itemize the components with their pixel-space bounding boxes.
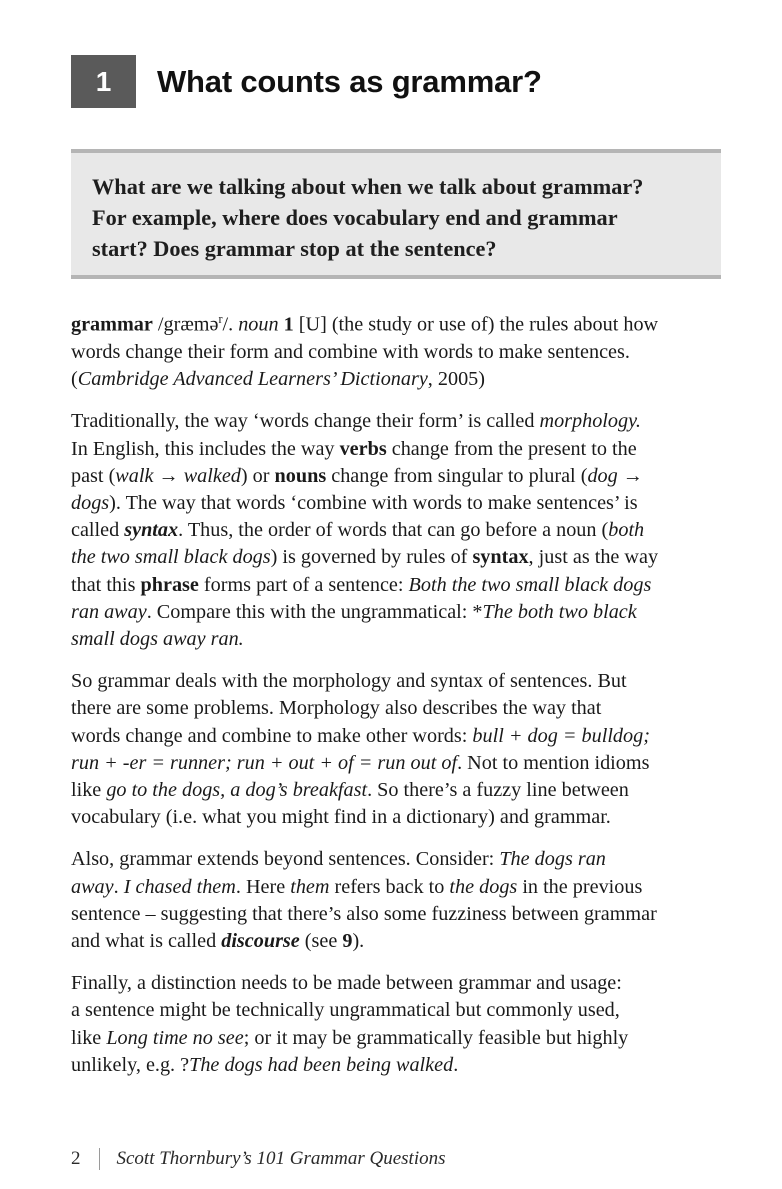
text-run: syntax — [472, 546, 529, 569]
text-run: Cambridge Advanced Learners’ Dictionary — [77, 368, 428, 391]
text-run: grammar — [71, 313, 153, 336]
text-run: ran away — [71, 600, 147, 623]
paragraph-4 — [71, 846, 726, 955]
text-run: /græmə — [152, 313, 219, 336]
text-line — [71, 490, 726, 517]
text-run: 9 — [342, 930, 353, 952]
text-run: both — [608, 519, 645, 542]
text-run: sentence – suggesting that there’s also some fuzziness between grammar — [71, 902, 657, 925]
text-line — [71, 408, 726, 435]
text-run: like — [71, 778, 107, 801]
text-run: (see — [299, 930, 343, 952]
text-run: walk — [115, 464, 154, 487]
text-line — [71, 544, 726, 571]
text-run: phrase — [140, 573, 199, 596]
text-run: words change and combine to make other words: — [71, 724, 473, 747]
text-line — [71, 695, 726, 722]
text-run: the dogs — [449, 875, 518, 898]
question-line: What are we talking about when we talk about grammar? — [92, 174, 644, 199]
text-run: Finally, a distinction needs to be made between grammar and usage: — [71, 972, 622, 995]
text-run: change from the present to the — [386, 437, 637, 460]
text-run: → — [153, 464, 184, 487]
text-run: and what is called — [71, 930, 222, 952]
text-line — [71, 901, 726, 928]
question-line: For example, where does vocabulary end and grammar — [92, 205, 618, 230]
text-run: discourse — [221, 930, 300, 952]
text-run: , 2005) — [427, 368, 485, 391]
text-run: ( — [71, 368, 78, 391]
text-run: bull + dog = bulldog; — [472, 724, 650, 747]
text-run: in the previous — [517, 875, 643, 898]
body-text — [71, 306, 726, 1094]
text-run: The both two black — [482, 600, 637, 623]
text-run: I chased them — [123, 875, 236, 898]
text-run: Also, grammar extends beyond sentences. Consider: — [71, 848, 500, 871]
text-line — [71, 339, 726, 366]
text-run: away — [71, 875, 114, 898]
text-run: run + -er = runner; run + out + of = run out of — [71, 751, 458, 774]
text-run: dogs — [71, 491, 110, 514]
footer-divider — [99, 1148, 100, 1170]
text-run: past ( — [71, 464, 116, 487]
text-run: ) or — [240, 464, 275, 487]
text-run: The dogs ran — [499, 848, 606, 871]
text-run: Long time no see — [106, 1026, 244, 1049]
text-run: go to the dogs, a dog’s breakfast — [106, 778, 368, 801]
text-run: unlikely, e.g. ? — [71, 1053, 190, 1076]
text-run: , just as the way — [528, 546, 659, 569]
text-run: /. — [222, 313, 239, 336]
text-line — [71, 599, 726, 626]
text-line — [71, 463, 726, 490]
text-line — [71, 668, 726, 695]
text-line — [71, 517, 726, 544]
text-line — [71, 572, 726, 599]
paragraph-2 — [71, 408, 726, 653]
page-number: 2 — [71, 1148, 81, 1169]
text-run: . Here — [235, 875, 291, 898]
text-run: walked — [183, 464, 241, 487]
text-run: noun — [238, 313, 279, 336]
text-line — [71, 626, 726, 653]
text-line — [71, 997, 726, 1024]
text-run: → — [617, 464, 643, 487]
text-run: Both the two small black dogs — [408, 573, 652, 596]
text-run: ). — [352, 930, 365, 952]
text-line — [71, 846, 726, 873]
text-run: ; or it may be grammatically feasible but highly — [243, 1026, 629, 1049]
text-run: vocabulary (i.e. what you might find in a dictionary) and grammar. — [71, 806, 611, 829]
text-run: nouns — [274, 464, 327, 487]
text-run: ) is governed by rules of — [270, 546, 473, 569]
text-run: ). The way that words ‘combine with words to make sentences’ is — [109, 491, 638, 514]
text-line — [71, 928, 726, 955]
text-line — [71, 1025, 726, 1052]
text-line — [71, 366, 726, 393]
text-line — [71, 750, 726, 777]
text-line — [71, 970, 726, 997]
text-line — [71, 874, 726, 901]
paragraph-5 — [71, 970, 726, 1079]
text-run: like — [71, 1026, 107, 1049]
paragraph-1 — [71, 306, 726, 393]
question-box — [71, 149, 721, 279]
text-run: . — [113, 875, 124, 898]
text-run: there are some problems. Morphology also describes the way that — [71, 697, 602, 720]
text-run: them — [290, 875, 330, 898]
text-run: refers back to — [329, 875, 450, 898]
page-footer — [71, 1148, 446, 1170]
text-run: . Thus, the order of words that can go before a noun ( — [178, 519, 609, 542]
chapter-number-badge: 1 — [71, 55, 136, 108]
text-run: . — [453, 1053, 459, 1076]
text-run: [U] (the study or use of) the rules about how — [293, 313, 659, 336]
text-run: that this — [71, 573, 141, 596]
text-line — [71, 804, 726, 831]
text-run: syntax — [124, 519, 179, 542]
text-run: change from singular to plural ( — [326, 464, 588, 487]
text-run: forms part of a sentence: — [198, 573, 409, 596]
paragraph-3 — [71, 668, 726, 831]
text-run: the two small black dogs — [71, 546, 271, 569]
text-run: called — [71, 519, 125, 542]
text-run: morphology. — [539, 410, 641, 433]
text-line — [71, 1052, 726, 1079]
text-run: dog — [587, 464, 618, 487]
question-line: start? Does grammar stop at the sentence? — [92, 236, 497, 261]
text-run: verbs — [339, 437, 387, 460]
text-run: . Compare this with the ungrammatical: * — [146, 600, 483, 623]
text-run: In English, this includes the way — [71, 437, 340, 460]
text-line — [71, 777, 726, 804]
chapter-header — [71, 55, 542, 108]
book-title: Scott Thornbury’s 101 Grammar Questions — [116, 1148, 446, 1169]
text-run: 1 — [283, 313, 294, 336]
chapter-title: What counts as grammar? — [157, 63, 542, 99]
text-run: small dogs away ran. — [71, 627, 244, 650]
text-run: r — [218, 312, 223, 326]
question-text — [92, 171, 707, 264]
text-line — [71, 306, 726, 339]
text-run: The dogs had been being walked — [189, 1053, 454, 1076]
text-run: a sentence might be technically ungrammatical but commonly used, — [71, 999, 620, 1022]
text-run: . Not to mention idioms — [457, 751, 650, 774]
text-line — [71, 723, 726, 750]
text-run: words change their form and combine with words to make sentences. — [71, 340, 630, 363]
text-run: So grammar deals with the morphology and syntax of sentences. But — [71, 670, 627, 693]
text-run: . So there’s a fuzzy line between — [367, 778, 629, 801]
text-line — [71, 436, 726, 463]
text-run: Traditionally, the way ‘words change their form’ is called — [71, 410, 540, 433]
